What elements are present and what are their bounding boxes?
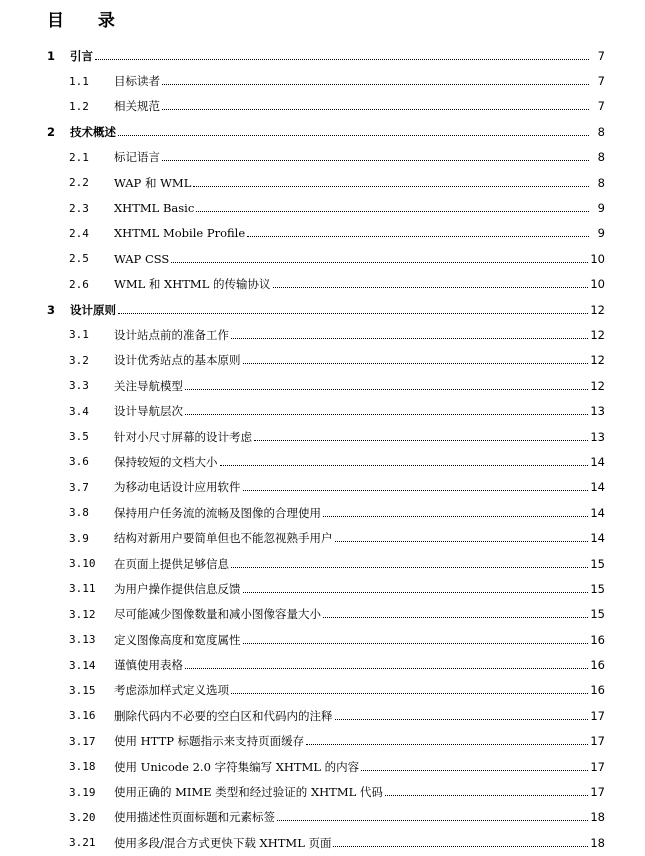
toc-subsection-entry[interactable] <box>0 779 645 804</box>
toc-entry-number: 3.17 <box>69 734 96 748</box>
toc-entry-body <box>70 43 605 68</box>
toc-entry-number: 3.18 <box>69 760 96 774</box>
toc-entry-number: 3.5 <box>69 430 89 444</box>
toc-entry-page-number: 14 <box>590 505 605 520</box>
toc-entry-page-number: 12 <box>590 327 605 342</box>
toc-subsection-entry[interactable] <box>0 729 645 754</box>
toc-entry-number: 3.14 <box>69 658 96 672</box>
toc-entry-number: 1.1 <box>69 74 89 88</box>
toc-entry-number: 3.10 <box>69 557 96 570</box>
dot-leader <box>247 235 589 237</box>
toc-entry-number: 3.12 <box>69 607 96 621</box>
toc-entry-body <box>114 68 605 93</box>
toc-entry-body <box>114 272 605 297</box>
toc-entry-label: 谨慎使用表格 <box>114 658 183 673</box>
dot-leader <box>243 489 589 491</box>
dot-leader <box>333 845 588 847</box>
toc-subsection-entry[interactable] <box>0 94 645 119</box>
toc-entry-page-number: 12 <box>590 378 605 393</box>
toc-entry-label: XHTML Basic <box>114 201 195 216</box>
toc-entry-label: 使用 HTTP 标题指示来支持页面缓存 <box>114 734 305 749</box>
toc-subsection-entry[interactable] <box>0 246 645 271</box>
toc-subsection-entry[interactable] <box>0 805 645 830</box>
toc-entry-label: WAP CSS <box>114 251 170 266</box>
dot-leader <box>243 642 589 644</box>
toc-entry-page-number: 17 <box>590 708 605 723</box>
toc-entry-number: 3 <box>47 302 56 317</box>
toc-subsection-entry[interactable] <box>0 68 645 93</box>
page-title: 目 录 <box>47 11 129 31</box>
toc-entry-page-number: 7 <box>597 74 605 89</box>
toc-entry-page-number: 17 <box>590 759 605 774</box>
toc-entry-page-number: 12 <box>590 302 605 317</box>
toc-entry-body <box>114 195 605 220</box>
toc-entry-body <box>114 246 605 271</box>
toc-subsection-entry[interactable] <box>0 272 645 297</box>
toc-entry-label: 保持较短的文档大小 <box>114 454 218 469</box>
toc-entry-page-number: 10 <box>590 277 605 292</box>
toc-entry-page-number: 18 <box>590 810 605 825</box>
toc-subsection-entry[interactable] <box>0 348 645 373</box>
dot-leader <box>323 616 588 618</box>
dot-leader <box>95 58 589 60</box>
toc-subsection-entry[interactable] <box>0 678 645 703</box>
toc-entry-page-number: 17 <box>590 785 605 800</box>
toc-entry-label: 目标读者 <box>114 74 160 89</box>
toc-entry-body <box>114 170 605 195</box>
toc-entry-number: 3.9 <box>69 531 89 545</box>
toc-entry-body <box>114 703 605 728</box>
dot-leader <box>162 83 589 85</box>
dot-leader <box>323 515 588 517</box>
toc-entry-label: 关注导航模型 <box>114 378 183 393</box>
toc-entry-page-number: 8 <box>597 124 605 139</box>
dot-leader <box>118 312 588 314</box>
toc-section-entry[interactable] <box>0 297 645 322</box>
toc-subsection-entry[interactable] <box>0 424 645 449</box>
toc-entry-body <box>114 830 605 855</box>
toc-entry-body <box>114 602 605 627</box>
dot-leader <box>220 464 589 466</box>
toc-entry-page-number: 15 <box>590 556 605 571</box>
toc-entry-body <box>114 322 605 347</box>
toc-entry-number: 3.13 <box>69 633 96 647</box>
toc-entry-body <box>114 805 605 830</box>
toc-subsection-entry[interactable] <box>0 551 645 576</box>
toc-entry-body <box>70 297 605 322</box>
toc-entry-body <box>114 576 605 601</box>
toc-entry-page-number: 7 <box>597 99 605 114</box>
toc-entry-label: 标记语言 <box>114 150 160 165</box>
dot-leader <box>162 159 589 161</box>
toc-entry-number: 3.21 <box>69 836 96 850</box>
toc-subsection-entry[interactable] <box>0 373 645 398</box>
toc-subsection-entry[interactable] <box>0 627 645 652</box>
toc-subsection-entry[interactable] <box>0 398 645 423</box>
toc-subsection-entry[interactable] <box>0 449 645 474</box>
toc-entry-body <box>114 348 605 373</box>
toc-entry-page-number: 8 <box>597 175 605 190</box>
toc-section-entry[interactable] <box>0 43 645 68</box>
toc-entry-body <box>114 678 605 703</box>
toc-entry-body <box>114 373 605 398</box>
toc-entry-body <box>114 754 605 779</box>
toc-entry-label: 针对小尺寸屏幕的设计考虑 <box>114 429 252 444</box>
toc-entry-number: 2 <box>47 124 56 139</box>
toc-entry-body <box>114 525 605 550</box>
toc-entry-label: 定义图像高度和宽度属性 <box>114 632 241 647</box>
dot-leader <box>273 286 589 288</box>
dot-leader <box>118 134 589 136</box>
toc-subsection-entry[interactable] <box>0 500 645 525</box>
toc-entry-body <box>114 475 605 500</box>
toc-entry-number: 3.4 <box>69 404 89 418</box>
toc-entry-page-number: 13 <box>590 404 605 419</box>
dot-leader <box>254 439 588 441</box>
toc-entry-body <box>114 627 605 652</box>
toc-entry-body <box>114 221 605 246</box>
toc-entry-body <box>114 424 605 449</box>
toc-subsection-entry[interactable] <box>0 475 645 500</box>
dot-leader <box>231 566 588 568</box>
toc-entry-label: 使用多段/混合方式更快下载 XHTML 页面 <box>114 835 332 850</box>
toc-entry-page-number: 12 <box>590 353 605 368</box>
toc-subsection-entry[interactable] <box>0 754 645 779</box>
toc-entry-label: 在页面上提供足够信息 <box>114 556 229 571</box>
toc-entry-number: 3.15 <box>69 683 96 697</box>
toc-entry-page-number: 16 <box>590 632 605 647</box>
toc-entry-number: 3.16 <box>69 709 96 723</box>
toc-entry-number: 2.2 <box>69 176 89 190</box>
toc-entry-number: 3.1 <box>69 328 89 342</box>
toc-entry-page-number: 14 <box>590 531 605 546</box>
toc-entry-page-number: 13 <box>590 429 605 444</box>
toc-entry-body <box>114 779 605 804</box>
toc-entry-page-number: 9 <box>597 226 605 241</box>
toc-entry-body <box>114 449 605 474</box>
dot-leader <box>335 718 589 720</box>
toc-entry-label: 为移动电话设计应用软件 <box>114 480 241 495</box>
dot-leader <box>162 108 589 110</box>
toc-entry-body <box>114 398 605 423</box>
toc-subsection-entry[interactable] <box>0 830 645 855</box>
toc-entry-page-number: 7 <box>597 48 605 63</box>
toc-entry-label: 为用户操作提供信息反馈 <box>114 581 241 596</box>
toc-entry-label: 结构对新用户要简单但也不能忽视熟手用户 <box>114 531 333 546</box>
toc-subsection-entry[interactable] <box>0 221 645 246</box>
toc-entry-body <box>114 500 605 525</box>
toc-entry-number: 2.1 <box>69 150 89 164</box>
dot-leader <box>335 540 589 542</box>
toc-entry-label: 设计原则 <box>70 302 116 317</box>
toc-entry-label: 保持用户任务流的流畅及图像的合理使用 <box>114 505 321 520</box>
dot-leader <box>277 819 588 821</box>
toc-entry-page-number: 17 <box>590 734 605 749</box>
toc-entry-label: XHTML Mobile Profile <box>114 226 246 241</box>
toc-entry-label: 设计优秀站点的基本原则 <box>114 353 241 368</box>
dot-leader <box>243 362 589 364</box>
table-of-contents <box>0 43 645 856</box>
toc-entry-number: 3.8 <box>69 506 89 520</box>
toc-entry-number: 3.20 <box>69 810 96 824</box>
dot-leader <box>361 769 588 771</box>
toc-entry-body <box>114 729 605 754</box>
toc-subsection-entry[interactable] <box>0 576 645 601</box>
toc-entry-page-number: 16 <box>590 658 605 673</box>
dot-leader <box>385 794 588 796</box>
toc-entry-number: 2.3 <box>69 201 89 215</box>
toc-entry-label: 引言 <box>70 48 93 63</box>
toc-entry-label: 设计导航层次 <box>114 404 183 419</box>
dot-leader <box>185 388 588 390</box>
dot-leader <box>243 591 589 593</box>
toc-entry-label: WAP 和 WML <box>114 175 192 190</box>
toc-entry-body <box>70 119 605 144</box>
toc-entry-label: 技术概述 <box>70 124 116 139</box>
toc-subsection-entry[interactable] <box>0 145 645 170</box>
dot-leader <box>196 210 589 212</box>
dot-leader <box>185 413 588 415</box>
toc-entry-page-number: 14 <box>590 480 605 495</box>
toc-subsection-entry[interactable] <box>0 322 645 347</box>
toc-entry-body <box>114 652 605 677</box>
toc-entry-label: 删除代码内不必要的空白区和代码内的注释 <box>114 708 333 723</box>
dot-leader <box>231 337 588 339</box>
toc-subsection-entry[interactable] <box>0 525 645 550</box>
toc-section-entry[interactable] <box>0 119 645 144</box>
toc-entry-body <box>114 551 605 576</box>
toc-entry-body <box>114 94 605 119</box>
toc-entry-number: 1.2 <box>69 99 89 113</box>
dot-leader <box>306 743 588 745</box>
toc-entry-label: 使用正确的 MIME 类型和经过验证的 XHTML 代码 <box>114 785 383 800</box>
toc-entry-number: 3.6 <box>69 455 89 469</box>
toc-entry-number: 2.6 <box>69 277 89 291</box>
toc-entry-number: 3.7 <box>69 480 89 494</box>
toc-entry-page-number: 8 <box>597 150 605 165</box>
toc-entry-label: 设计站点前的准备工作 <box>114 327 229 342</box>
toc-entry-label: 尽可能减少图像数量和减小图像容量大小 <box>114 607 321 622</box>
toc-entry-label: 使用 Unicode 2.0 字符集编写 XHTML 的内容 <box>114 759 360 774</box>
toc-entry-label: WML 和 XHTML 的传输协议 <box>114 277 271 292</box>
toc-subsection-entry[interactable] <box>0 703 645 728</box>
toc-entry-body <box>114 145 605 170</box>
toc-entry-label: 使用描述性页面标题和元素标签 <box>114 810 275 825</box>
toc-entry-number: 3.2 <box>69 353 89 367</box>
toc-entry-page-number: 15 <box>590 607 605 622</box>
toc-entry-number: 2.5 <box>69 252 89 266</box>
toc-entry-number: 3.3 <box>69 379 89 393</box>
toc-entry-page-number: 16 <box>590 683 605 698</box>
toc-entry-page-number: 10 <box>590 251 605 266</box>
toc-entry-page-number: 18 <box>590 835 605 850</box>
toc-subsection-entry[interactable] <box>0 652 645 677</box>
dot-leader <box>185 667 588 669</box>
toc-entry-page-number: 14 <box>590 454 605 469</box>
toc-subsection-entry[interactable] <box>0 602 645 627</box>
toc-subsection-entry[interactable] <box>0 170 645 195</box>
toc-entry-number: 2.4 <box>69 226 89 240</box>
toc-entry-number: 3.19 <box>69 785 96 799</box>
toc-entry-page-number: 9 <box>597 201 605 216</box>
toc-entry-label: 相关规范 <box>114 99 160 114</box>
dot-leader <box>193 185 589 187</box>
dot-leader <box>171 261 588 263</box>
toc-entry-number: 1 <box>47 48 56 63</box>
toc-entry-page-number: 15 <box>590 581 605 596</box>
toc-subsection-entry[interactable] <box>0 195 645 220</box>
toc-entry-label: 考虑添加样式定义选项 <box>114 683 229 698</box>
toc-entry-number: 3.11 <box>69 582 96 596</box>
dot-leader <box>231 692 588 694</box>
